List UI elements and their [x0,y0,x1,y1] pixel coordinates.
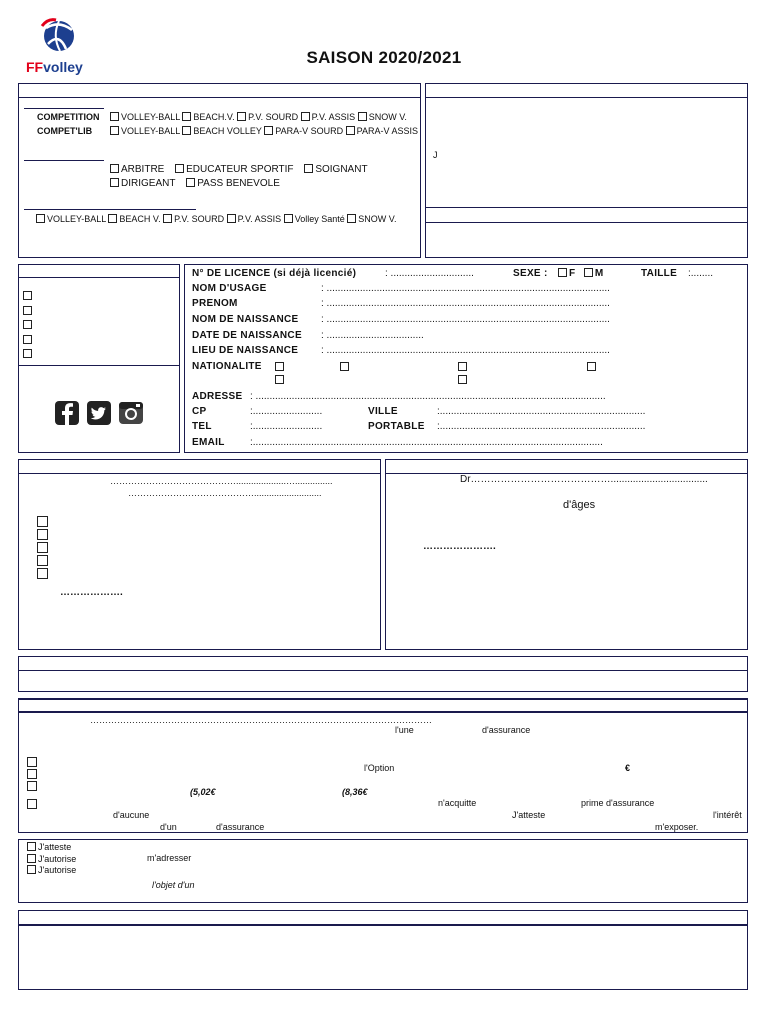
medical-checkbox-5[interactable] [37,568,48,579]
option-competition-pvassis[interactable]: P.V. ASSIS [301,112,356,122]
ville-label: VILLE [368,406,398,417]
medical-line-1[interactable]: ……………………………………....................…............... [110,476,333,486]
ages-text: d'âges [563,499,596,511]
insurance-checkbox-list [27,753,39,789]
insurance-dassurance-2: d'assurance [216,822,265,832]
consent-option-2[interactable]: J'autorise [27,854,76,866]
role-options-row2 [110,178,280,189]
twitter-icon[interactable] [87,401,111,425]
option-competlib-volleyball[interactable]: VOLLEY-BALL [110,126,180,136]
insurance-jatteste: J'atteste [512,810,546,820]
medical-line-3[interactable]: ………………. [60,587,123,598]
insurance-nacquitte: n'acquitte [438,798,477,808]
email-input[interactable]: :.............................................................................................................................. [250,437,603,448]
insurance-euro: € [625,763,631,773]
insurance-dassurance-1: d'assurance [482,725,531,735]
role-options-row1 [110,164,368,175]
competlib-label: COMPET'LIB [37,126,93,136]
consent-madresser: m'adresser [147,853,192,863]
sexe-m-option[interactable]: M [584,268,603,279]
insurance-daucune: d'aucune [113,810,150,820]
insurance-checkbox-4[interactable] [27,799,37,809]
left-checkbox-4[interactable] [23,335,32,344]
facebook-icon[interactable] [55,401,79,425]
logo-volley: volley [43,59,83,75]
insurance-checkbox-3[interactable] [27,781,37,791]
option-arbitre[interactable]: ARBITRE [110,164,164,175]
nationalite-checkbox-4[interactable] [587,362,596,371]
licence-label: N° DE LICENCE (si déjà licencié) [192,268,357,279]
left-checkbox-1[interactable] [23,291,32,300]
cp-input[interactable]: :......................... [250,406,323,417]
insurance-price-2: (8,36€ [342,787,368,797]
consent-objet: l'objet d'un [152,880,195,890]
option-bottom-beach[interactable]: BEACH V. [108,214,160,224]
licence-input[interactable]: : .............................. [385,268,474,279]
competition-label: COMPETITION [37,112,100,122]
nationalite-checkbox-1[interactable] [275,362,284,371]
left-checkbox-3[interactable] [23,320,32,329]
nationalite-checkbox-2[interactable] [340,362,349,371]
lieu-naissance-input[interactable]: : ...................................................................................................... [321,345,610,356]
section-club [425,83,748,258]
nom-naissance-input[interactable]: : ...................................................................................................... [321,314,610,325]
sexe-label: SEXE : [513,268,548,279]
insurance-prime: prime d'assurance [581,798,655,808]
section-consent [18,839,748,903]
insurance-dun: d'un [160,822,177,832]
nationalite-checkbox-6[interactable] [458,375,467,384]
portable-label: PORTABLE [368,421,425,432]
lieu-naissance-label: LIEU DE NAISSANCE [192,345,299,356]
option-pass-benevole[interactable]: PASS BENEVOLE [186,178,280,189]
prenom-label: PRENOM [192,298,238,309]
instagram-icon[interactable] [119,402,143,424]
left-checkbox-2[interactable] [23,306,32,315]
prenom-input[interactable]: : ...................................................................................................... [321,298,610,309]
consent-options [27,842,76,877]
date-naissance-input[interactable]: : ................................... [321,330,424,341]
nom-usage-label: NOM D'USAGE [192,283,267,294]
option-competlib-parasourd[interactable]: PARA-V SOURD [264,126,343,136]
insurance-option: l'Option [364,763,395,773]
tel-label: TEL [192,421,212,432]
option-bottom-volleyball[interactable]: VOLLEY-BALL [36,214,106,224]
logo-ff: FF [26,59,44,75]
section-signature [18,910,748,990]
left-checkbox-5[interactable] [23,349,32,358]
option-soignant[interactable]: SOIGNANT [304,164,367,175]
competition-options [110,112,407,122]
taille-label: TAILLE [641,268,678,279]
option-bottom-snow[interactable]: SNOW V. [347,214,396,224]
nom-usage-input[interactable]: : ...................................................................................................... [321,283,610,294]
insurance-top-dots[interactable]: …………………………………………………………………………………………………… [90,715,432,725]
cp-label: CP [192,406,207,417]
email-label: EMAIL [192,437,225,448]
adresse-label: ADRESSE [192,391,243,402]
option-bottom-pvsourd[interactable]: P.V. SOURD [163,214,224,224]
taille-input[interactable]: :........ [688,268,714,279]
left-checkbox-list [23,286,34,359]
option-competlib-beach[interactable]: BEACH VOLLEY [182,126,261,136]
option-bottom-volleysante[interactable]: Volley Santé [284,214,345,224]
option-competition-pvsourd[interactable]: P.V. SOURD [237,112,298,122]
social-icons [55,400,175,431]
option-bottom-pvassis[interactable]: P.V. ASSIS [227,214,282,224]
adresse-input[interactable]: : .............................................................................................................................. [250,391,606,402]
consent-option-3[interactable]: J'autorise [27,865,76,877]
medical-checkbox-list [37,513,50,578]
nom-naissance-label: NOM DE NAISSANCE [192,314,299,325]
club-letter: J [433,150,438,160]
nationalite-checkbox-5[interactable] [275,375,284,384]
doctor-line[interactable]: Dr……………………………………................................... [460,474,708,485]
option-competlib-paraassis[interactable]: PARA-V ASSIS [346,126,418,136]
ville-input[interactable]: :.......................................................................... [437,406,646,417]
option-competition-beach[interactable]: BEACH.V. [182,112,234,122]
portable-input[interactable]: :.......................................................................... [437,421,646,432]
competlib-options [110,126,418,136]
section-medical-right [385,459,748,650]
medical-line-2[interactable]: ……………………………………........................... [128,488,322,498]
insurance-lune: l'une [395,725,414,735]
insurance-linteret: l'intérêt [713,810,742,820]
option-competition-volleyball[interactable]: VOLLEY-BALL [110,112,180,122]
nationalite-label: NATIONALITE [192,361,262,372]
tel-input[interactable]: :......................... [250,421,323,432]
sexe-options [558,268,603,279]
bottom-options [36,214,396,224]
insurance-price-1: (5,02€ [190,787,216,797]
page-title: SAISON 2020/2021 [306,48,462,67]
section-banner [18,656,748,692]
sexe-f-option[interactable]: F [558,268,575,279]
insurance-mexposer: m'exposer. [655,822,699,832]
option-educateur[interactable]: EDUCATEUR SPORTIF [175,164,293,175]
option-competition-snow[interactable]: SNOW V. [358,112,407,122]
medical-right-dots[interactable]: …………………. [423,541,496,552]
consent-option-1[interactable]: J'atteste [27,842,76,854]
nationalite-checkbox-3[interactable] [458,362,467,371]
date-naissance-label: DATE DE NAISSANCE [192,330,302,341]
option-dirigeant[interactable]: DIRIGEANT [110,178,175,189]
